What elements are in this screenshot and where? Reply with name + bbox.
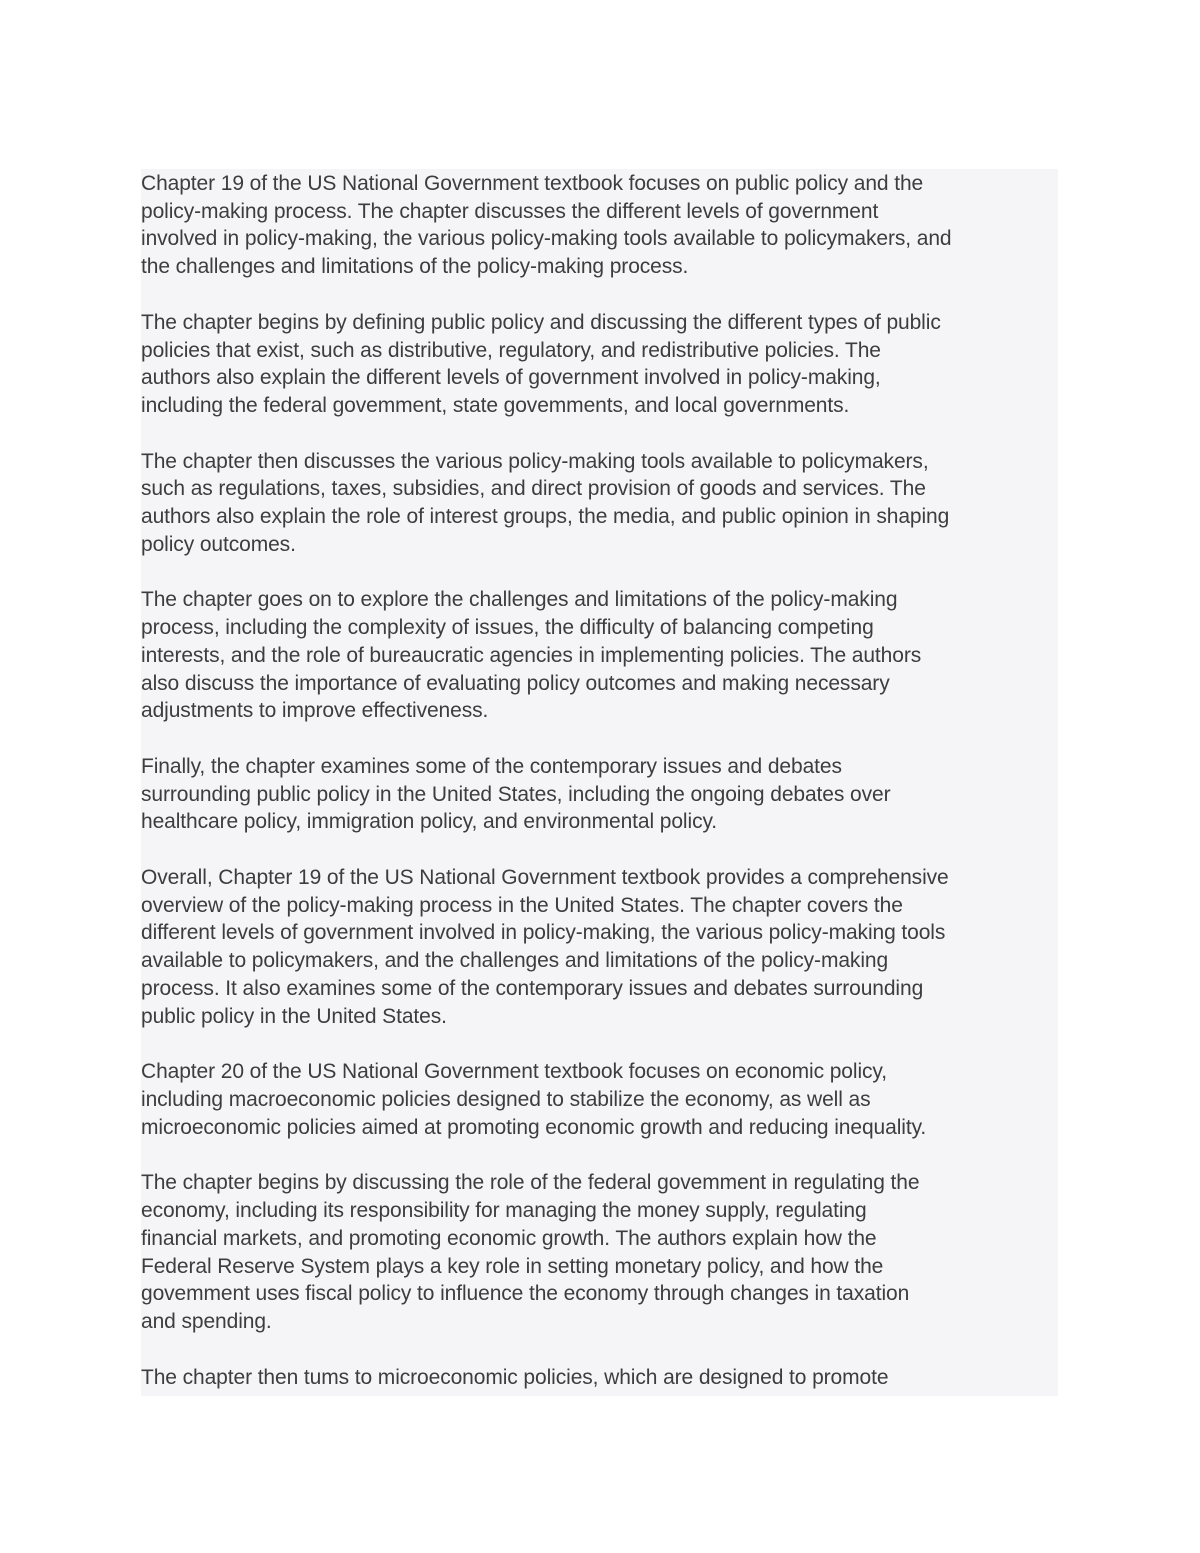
paragraph-2	[141, 309, 1058, 420]
paragraph-3	[141, 448, 1058, 559]
paragraph-9	[141, 1364, 1058, 1392]
text-line: govemment uses fiscal policy to influence the economy through changes in taxation	[141, 1282, 910, 1306]
text-line: and spending.	[141, 1309, 272, 1333]
text-line: authors also explain the role of interest groups, the media, and public opinion in shaping	[141, 505, 950, 529]
text-line: process. It also examines some of the contemporary issues and debates surrounding	[141, 976, 924, 1000]
text-line: policy-making process. The chapter discusses the different levels of government	[141, 199, 879, 223]
text-line: different levels of government involved in policy-making, the various policy-making tools	[141, 921, 946, 945]
text-line: Chapter 19 of the US National Government textbook focuses on public policy and the	[141, 172, 924, 195]
text-line: Federal Reserve System plays a key role in setting monetary policy, and how the	[141, 1254, 884, 1278]
text-line: Overall, Chapter 19 of the US National Government textbook provides a comprehensive	[141, 866, 949, 890]
text-line: Chapter 20 of the US National Government textbook focuses on economic policy,	[141, 1060, 887, 1084]
text-line: The chapter goes on to explore the challenges and limitations of the policy-making	[141, 588, 898, 612]
document-text-block	[141, 169, 1058, 1396]
text-line: public policy in the United States.	[141, 1004, 447, 1028]
text-line: The chapter begins by discussing the role of the federal govemment in regulating the	[141, 1171, 920, 1195]
text-line: economy, including its responsibility for managing the money supply, regulating	[141, 1199, 867, 1223]
paragraph-8	[141, 1169, 1058, 1335]
text-line: The chapter begins by defining public policy and discussing the different types of public	[141, 310, 941, 334]
text-line: also discuss the importance of evaluating policy outcomes and making necessary	[141, 671, 890, 695]
text-line: adjustments to improve effectiveness.	[141, 699, 489, 723]
text-line: policies that exist, such as distributive, regulatory, and redistributive policies. The	[141, 338, 881, 362]
text-line: financial markets, and promoting economic growth. The authors explain how the	[141, 1226, 877, 1250]
paragraph-6	[141, 864, 1058, 1030]
text-line: available to policymakers, and the challenges and limitations of the policy-making	[141, 949, 889, 973]
text-line: The chapter then tums to microeconomic policies, which are designed to promote	[141, 1365, 889, 1389]
text-line: overview of the policy-making process in the United States. The chapter covers the	[141, 893, 903, 917]
text-line: the challenges and limitations of the policy-making process.	[141, 255, 689, 279]
text-line: Finally, the chapter examines some of the contemporary issues and debates	[141, 754, 842, 778]
paragraph-1	[141, 170, 1058, 281]
text-line: including the federal govemment, state govemments, and local governments.	[141, 393, 850, 417]
text-line: healthcare policy, immigration policy, and environmental policy.	[141, 810, 718, 834]
text-line: interests, and the role of bureaucratic agencies in implementing policies. The authors	[141, 643, 922, 667]
text-line: including macroeconomic policies designed to stabilize the economy, as well as	[141, 1087, 871, 1111]
text-line: involved in policy-making, the various policy-making tools available to policymakers, and	[141, 227, 952, 251]
paragraph-7	[141, 1058, 1058, 1141]
text-line: policy outcomes.	[141, 532, 296, 556]
paragraph-5	[141, 753, 1058, 836]
text-line: such as regulations, taxes, subsidies, and direct provision of goods and services. The	[141, 477, 926, 501]
text-line: process, including the complexity of issues, the difficulty of balancing competing	[141, 616, 874, 640]
paragraph-4	[141, 586, 1058, 725]
text-line: authors also explain the different levels of government involved in policy-making,	[141, 366, 881, 390]
text-line: The chapter then discusses the various policy-making tools available to policymakers,	[141, 449, 929, 473]
text-line: microeconomic policies aimed at promoting economic growth and reducing inequality.	[141, 1115, 927, 1139]
text-line: surrounding public policy in the United States, including the ongoing debates over	[141, 782, 891, 806]
